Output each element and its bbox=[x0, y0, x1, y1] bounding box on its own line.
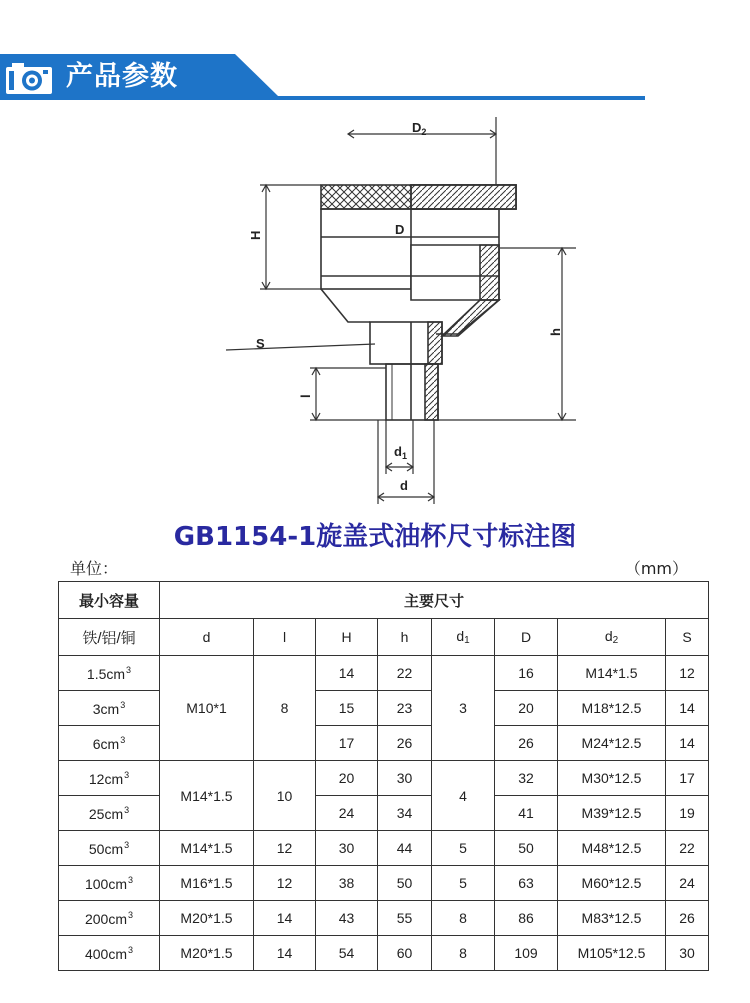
material-header: 铁/铝/铜 bbox=[59, 619, 160, 656]
H-cell: 30 bbox=[316, 831, 378, 866]
D-cell: 63 bbox=[495, 866, 558, 901]
h-cell: 50 bbox=[378, 866, 432, 901]
table-row bbox=[59, 831, 709, 866]
label-d2: $D_2$ bbox=[412, 120, 427, 137]
d1-cell: 8 bbox=[432, 901, 495, 936]
D-cell: 16 bbox=[495, 656, 558, 691]
d-cell: M16*1.5 bbox=[160, 866, 254, 901]
camera-icon bbox=[6, 63, 52, 94]
l-cell: 8 bbox=[254, 656, 316, 761]
D-cell: 32 bbox=[495, 761, 558, 796]
d1-cell: 8 bbox=[432, 936, 495, 971]
label-h: h bbox=[548, 328, 563, 336]
H-cell: 17 bbox=[316, 726, 378, 761]
unit-value: （mm） bbox=[624, 559, 688, 578]
section-title: 产品参数 bbox=[66, 61, 178, 92]
H-cell: 24 bbox=[316, 796, 378, 831]
capacity-cell: $200cm^3$ bbox=[59, 901, 160, 936]
capacity-cell: $3cm^3$ bbox=[59, 691, 160, 726]
h-cell: 44 bbox=[378, 831, 432, 866]
table-subheader-row bbox=[59, 619, 709, 656]
col-d: d bbox=[160, 619, 254, 656]
capacity-cell: $12cm^3$ bbox=[59, 761, 160, 796]
main-dims-header: 主要尺寸 bbox=[160, 582, 709, 619]
label-d: d bbox=[400, 478, 408, 493]
d-cell: M14*1.5 bbox=[160, 761, 254, 831]
S-cell: 22 bbox=[666, 831, 709, 866]
l-cell: 10 bbox=[254, 761, 316, 831]
d-cell: M20*1.5 bbox=[160, 901, 254, 936]
figure-title: GB1154-1旋盖式油杯尺寸标注图 bbox=[173, 522, 577, 552]
D-cell: 26 bbox=[495, 726, 558, 761]
table-row bbox=[59, 866, 709, 901]
d-cell: M10*1 bbox=[160, 656, 254, 761]
col-S: S bbox=[666, 619, 709, 656]
col-H: H bbox=[316, 619, 378, 656]
oil-cup-drawing bbox=[200, 112, 600, 507]
h-cell: 55 bbox=[378, 901, 432, 936]
capacity-cell: $50cm^3$ bbox=[59, 831, 160, 866]
H-cell: 43 bbox=[316, 901, 378, 936]
table-row bbox=[59, 656, 709, 691]
h-cell: 26 bbox=[378, 726, 432, 761]
S-cell: 12 bbox=[666, 656, 709, 691]
d2-cell: M39*12.5 bbox=[558, 796, 666, 831]
table-row bbox=[59, 796, 709, 831]
D-cell: 20 bbox=[495, 691, 558, 726]
label-d1: $d_1$ bbox=[394, 444, 407, 461]
h-cell: 22 bbox=[378, 656, 432, 691]
D-cell: 86 bbox=[495, 901, 558, 936]
table-row bbox=[59, 936, 709, 971]
H-cell: 20 bbox=[316, 761, 378, 796]
S-cell: 30 bbox=[666, 936, 709, 971]
capacity-cell: $1.5cm^3$ bbox=[59, 656, 160, 691]
S-cell: 24 bbox=[666, 866, 709, 901]
h-cell: 60 bbox=[378, 936, 432, 971]
col-h: h bbox=[378, 619, 432, 656]
S-cell: 14 bbox=[666, 726, 709, 761]
label-D: D bbox=[395, 222, 405, 237]
H-cell: 14 bbox=[316, 656, 378, 691]
h-cell: 23 bbox=[378, 691, 432, 726]
l-cell: 12 bbox=[254, 831, 316, 866]
d1-cell: 4 bbox=[432, 761, 495, 831]
D-cell: 50 bbox=[495, 831, 558, 866]
table-row bbox=[59, 691, 709, 726]
H-cell: 38 bbox=[316, 866, 378, 901]
D-cell: 41 bbox=[495, 796, 558, 831]
d-cell: M14*1.5 bbox=[160, 831, 254, 866]
label-S: S bbox=[256, 336, 265, 351]
label-l: l bbox=[298, 394, 313, 398]
d2-cell: M83*12.5 bbox=[558, 901, 666, 936]
drawing-body bbox=[321, 185, 516, 420]
table-row bbox=[59, 761, 709, 796]
capacity-cell: $100cm^3$ bbox=[59, 866, 160, 901]
label-H: H bbox=[248, 230, 263, 240]
h-cell: 30 bbox=[378, 761, 432, 796]
table-row bbox=[59, 726, 709, 761]
d2-cell: M24*12.5 bbox=[558, 726, 666, 761]
H-cell: 15 bbox=[316, 691, 378, 726]
h-cell: 34 bbox=[378, 796, 432, 831]
d2-cell: M60*12.5 bbox=[558, 866, 666, 901]
col-d2: $d_2$ bbox=[558, 619, 666, 656]
d2-cell: M30*12.5 bbox=[558, 761, 666, 796]
d2-cell: M18*12.5 bbox=[558, 691, 666, 726]
capacity-cell: $400cm^3$ bbox=[59, 936, 160, 971]
min-capacity-header: 最小容量 bbox=[59, 582, 160, 619]
capacity-cell: $25cm^3$ bbox=[59, 796, 160, 831]
D-cell: 109 bbox=[495, 936, 558, 971]
section-header bbox=[0, 54, 750, 102]
S-cell: 17 bbox=[666, 761, 709, 796]
d1-cell: 5 bbox=[432, 866, 495, 901]
d1-cell: 5 bbox=[432, 831, 495, 866]
d2-cell: M105*12.5 bbox=[558, 936, 666, 971]
S-cell: 26 bbox=[666, 901, 709, 936]
d-cell: M20*1.5 bbox=[160, 936, 254, 971]
d2-cell: M14*1.5 bbox=[558, 656, 666, 691]
l-cell: 12 bbox=[254, 866, 316, 901]
table-header-row bbox=[59, 582, 709, 619]
S-cell: 19 bbox=[666, 796, 709, 831]
unit-label: 单位： bbox=[70, 559, 119, 578]
H-cell: 54 bbox=[316, 936, 378, 971]
l-cell: 14 bbox=[254, 901, 316, 936]
col-D: D bbox=[495, 619, 558, 656]
col-d1: $d_1$ bbox=[432, 619, 495, 656]
col-l: l bbox=[254, 619, 316, 656]
d2-cell: M48*12.5 bbox=[558, 831, 666, 866]
S-cell: 14 bbox=[666, 691, 709, 726]
table-row bbox=[59, 901, 709, 936]
spec-table bbox=[58, 581, 709, 971]
capacity-cell: $6cm^3$ bbox=[59, 726, 160, 761]
d1-cell: 3 bbox=[432, 656, 495, 761]
l-cell: 14 bbox=[254, 936, 316, 971]
